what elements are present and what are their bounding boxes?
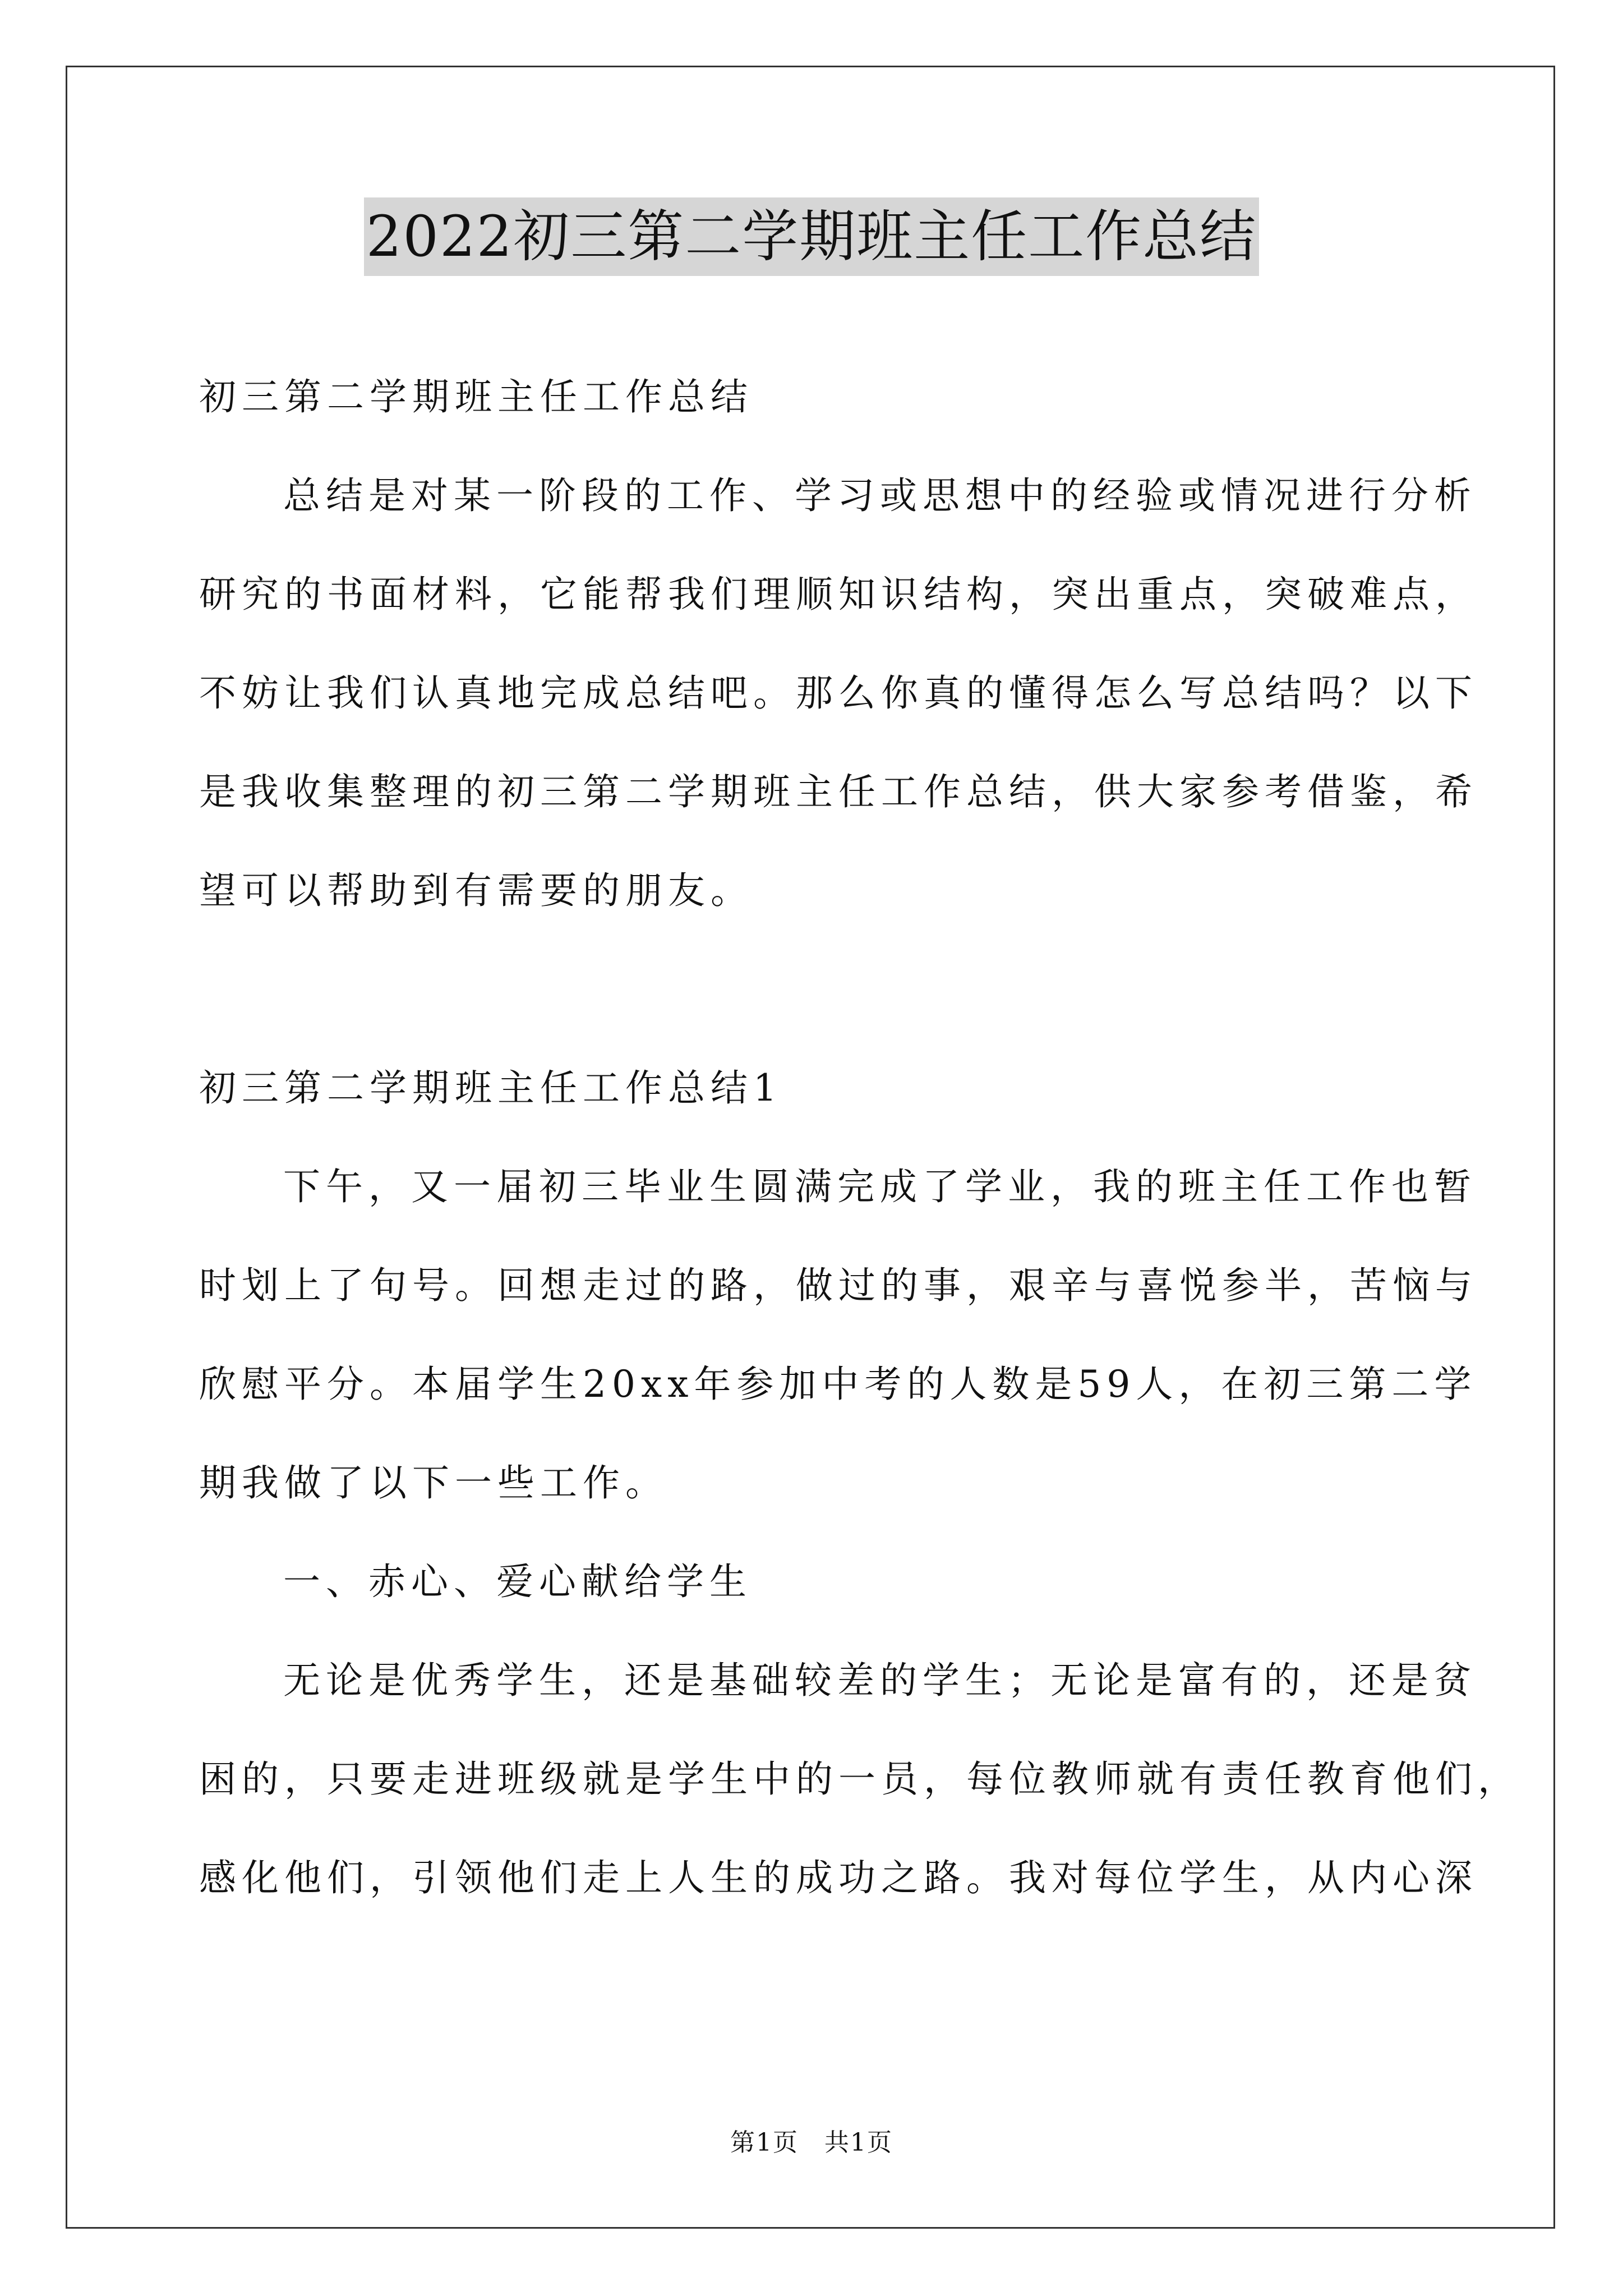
text-line: 望可以帮助到有需要的朋友。 [199,869,753,912]
text-line: 初三第二学期班主任工作总结 [199,375,753,418]
page-footer: 第1页 共1页 [730,2128,893,2157]
text-line: 期我做了以下一些工作。 [199,1461,668,1504]
text-line: 是我收集整理的初三第二学期班主任工作总结，供大家参考借鉴，希 [199,770,1478,813]
blank-line [199,940,1433,1039]
document-title: 2022初三第二学期班主任工作总结 [364,197,1260,276]
title-container [0,197,1623,276]
text-line: 不妨让我们认真地完成总结吧。那么你真的懂得怎么写总结吗？以下 [199,671,1478,715]
document-body [199,348,1520,1927]
text-line: 无论是优秀学生，还是基础较差的学生；无论是富有的，还是贫 [283,1659,1477,1702]
text-line: 初三第二学期班主任工作总结1 [199,1066,782,1110]
text-line: 下午，又一届初三毕业生圆满完成了学业，我的班主任工作也暂 [283,1165,1477,1208]
text-line: 欣慰平分。本届学生20xx年参加中考的人数是59人，在初三第二学 [199,1363,1477,1406]
text-line: 时划上了句号。回想走过的路，做过的事，艰辛与喜悦参半，苦恼与 [199,1264,1478,1307]
text-line: 困的，只要走进班级就是学生中的一员，每位教师就有责任教育他们， [199,1757,1520,1801]
text-line: 一、赤心、爱心献给学生 [283,1560,752,1603]
text-line: 感化他们，引领他们走上人生的成功之路。我对每位学生，从内心深 [199,1856,1478,1899]
text-line: 总结是对某一阶段的工作、学习或思想中的经验或情况进行分析 [283,474,1477,517]
text-line: 研究的书面材料，它能帮我们理顺知识结构，突出重点，突破难点， [199,573,1478,616]
